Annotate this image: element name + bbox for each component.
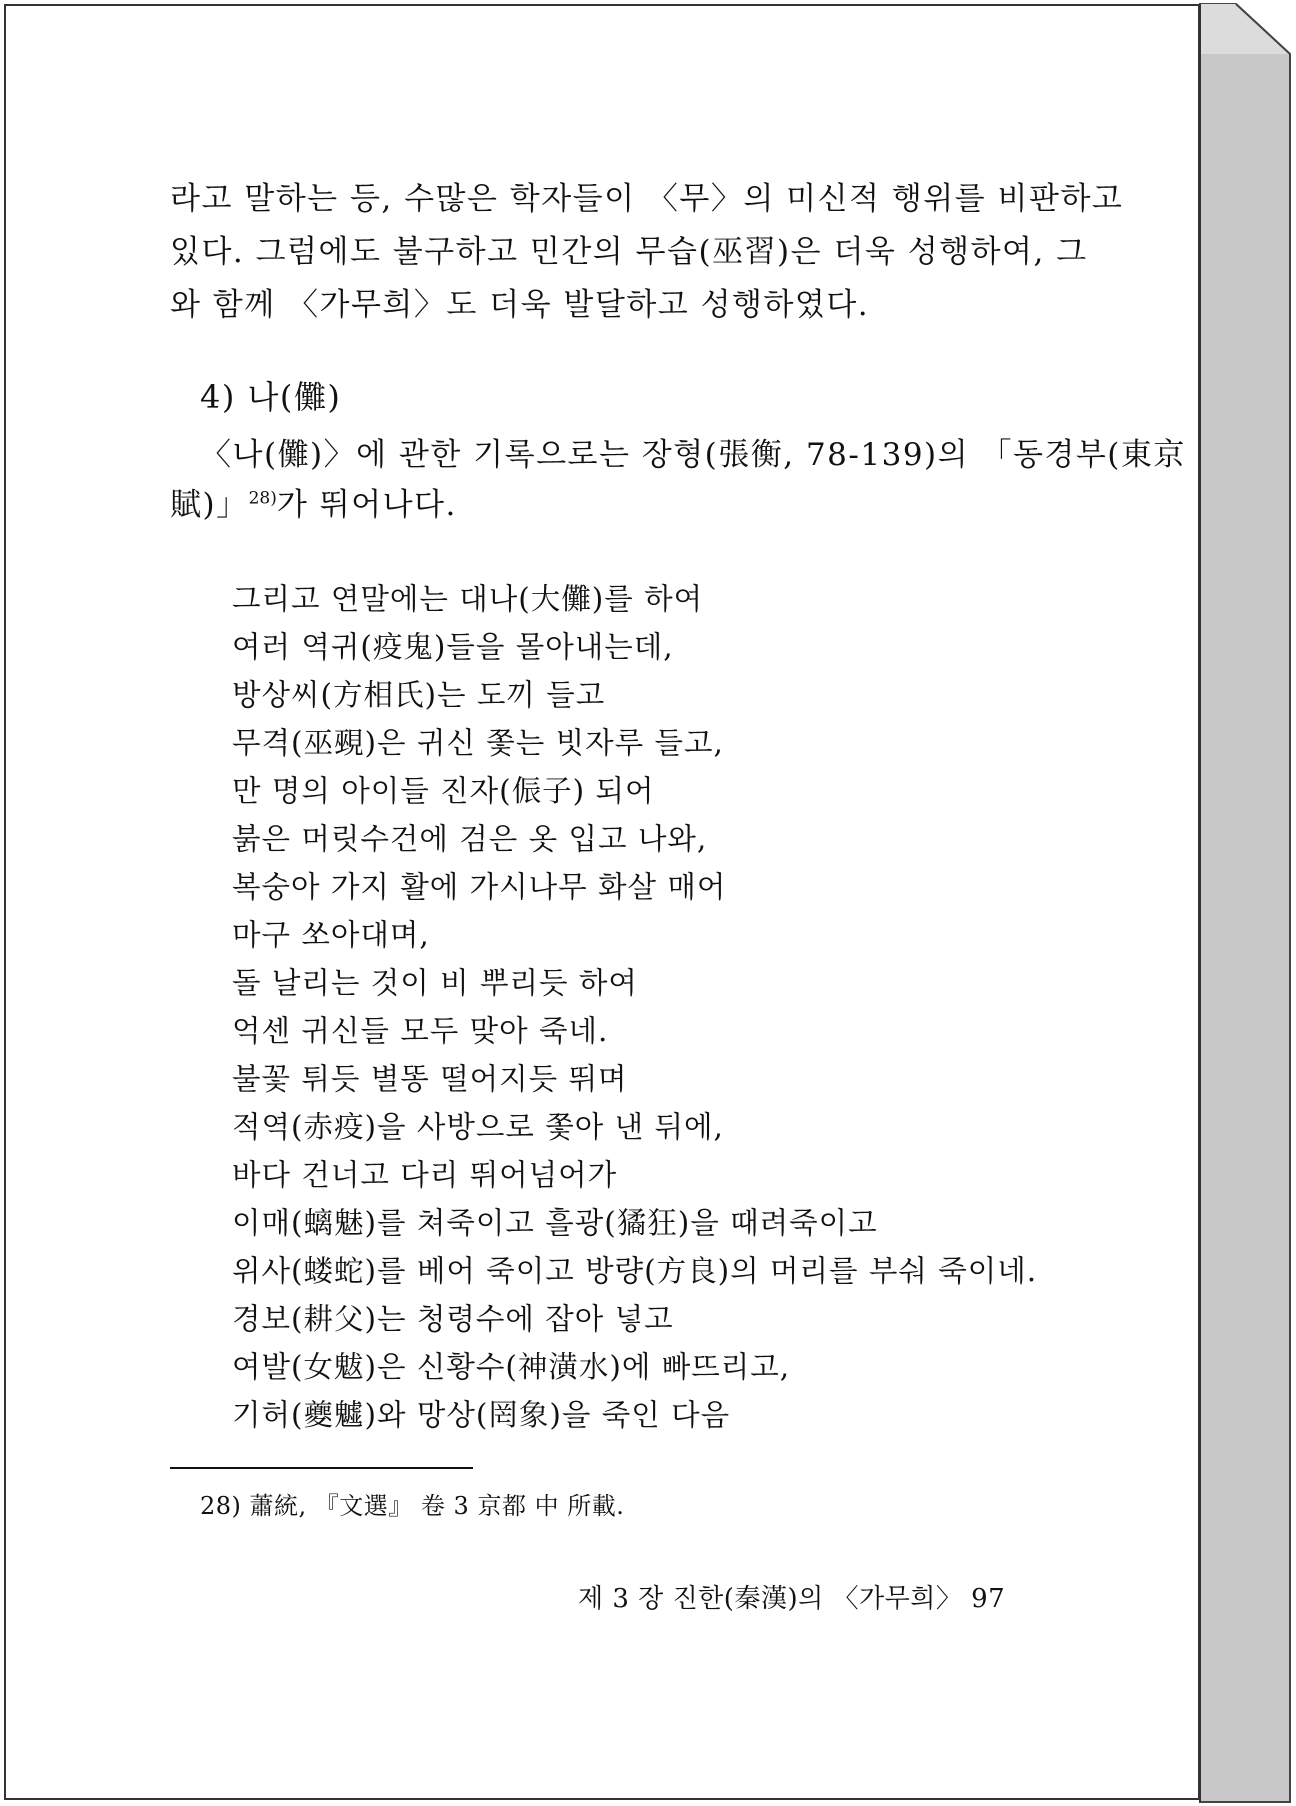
poem-line: 불꽃 튀듯 별똥 떨어지듯 뛰며 xyxy=(232,1062,628,1096)
poem-line: 만 명의 아이들 진자(侲子) 되어 xyxy=(232,774,655,808)
body-paragraph-line: 있다. 그럼에도 불구하고 민간의 무습(巫習)은 더욱 성행하여, 그 xyxy=(170,234,1088,270)
poem-line: 복숭아 가지 활에 가시나무 화살 매어 xyxy=(232,870,727,904)
poem-line: 적역(赤疫)을 사방으로 쫓아 낸 뒤에, xyxy=(232,1110,724,1144)
footnote: 28) 蕭統, 『文選』 卷 3 京都 中 所載. xyxy=(200,1492,625,1520)
footnote-marker: 28) xyxy=(248,488,277,509)
body-paragraph-line: 라고 말하는 등, 수많은 학자들이 〈무〉의 미신적 행위를 비판하고 xyxy=(170,181,1124,217)
section-heading: 4) 나(儺) xyxy=(200,378,342,416)
poem-line: 바다 건너고 다리 뛰어넘어가 xyxy=(232,1158,618,1192)
poem-line: 마구 쏘아대며, xyxy=(232,918,430,952)
poem-line: 붉은 머릿수건에 검은 옷 입고 나와, xyxy=(232,822,708,856)
poem-line: 방상씨(方相氏)는 도끼 들고 xyxy=(232,678,606,712)
footnote-divider xyxy=(170,1467,473,1469)
poem-line: 위사(蝼蛇)를 베어 죽이고 방량(方良)의 머리를 부숴 죽이네. xyxy=(232,1254,1038,1288)
intro-line-text: 賦)」 xyxy=(170,487,249,523)
poem-line: 무격(巫覡)은 귀신 쫓는 빗자루 들고, xyxy=(232,726,724,760)
running-footer: 제 3 장 진한(秦漢)의 〈가무희〉 97 xyxy=(578,1584,1006,1614)
poem-line: 돌 날리는 것이 비 뿌리듯 하여 xyxy=(232,966,638,1000)
poem-line: 경보(耕父)는 청령수에 잡아 넣고 xyxy=(232,1302,674,1336)
poem-line: 억센 귀신들 모두 맞아 죽네. xyxy=(232,1014,609,1048)
poem-line: 여발(女魃)은 신황수(神潢水)에 빠뜨리고, xyxy=(232,1350,791,1384)
poem-line: 여러 역귀(疫鬼)들을 몰아내는데, xyxy=(232,630,674,664)
intro-line: 〈나(儺)〉에 관한 기록으로는 장형(張衡, 78-139)의 「동경부(東京 xyxy=(200,437,1186,473)
intro-line-text: 가 뛰어나다. xyxy=(276,487,457,523)
body-paragraph-line: 와 함께 〈가무희〉도 더욱 발달하고 성행하였다. xyxy=(170,287,870,323)
poem-line: 이매(螭魅)를 쳐죽이고 흘광(獝狂)을 때려죽이고 xyxy=(232,1206,878,1240)
intro-line-continued xyxy=(170,479,457,524)
poem-line: 그리고 연말에는 대나(大儺)를 하여 xyxy=(232,582,704,616)
poem-line: 기허(夔魖)와 망상(罔象)을 죽인 다음 xyxy=(232,1398,731,1432)
